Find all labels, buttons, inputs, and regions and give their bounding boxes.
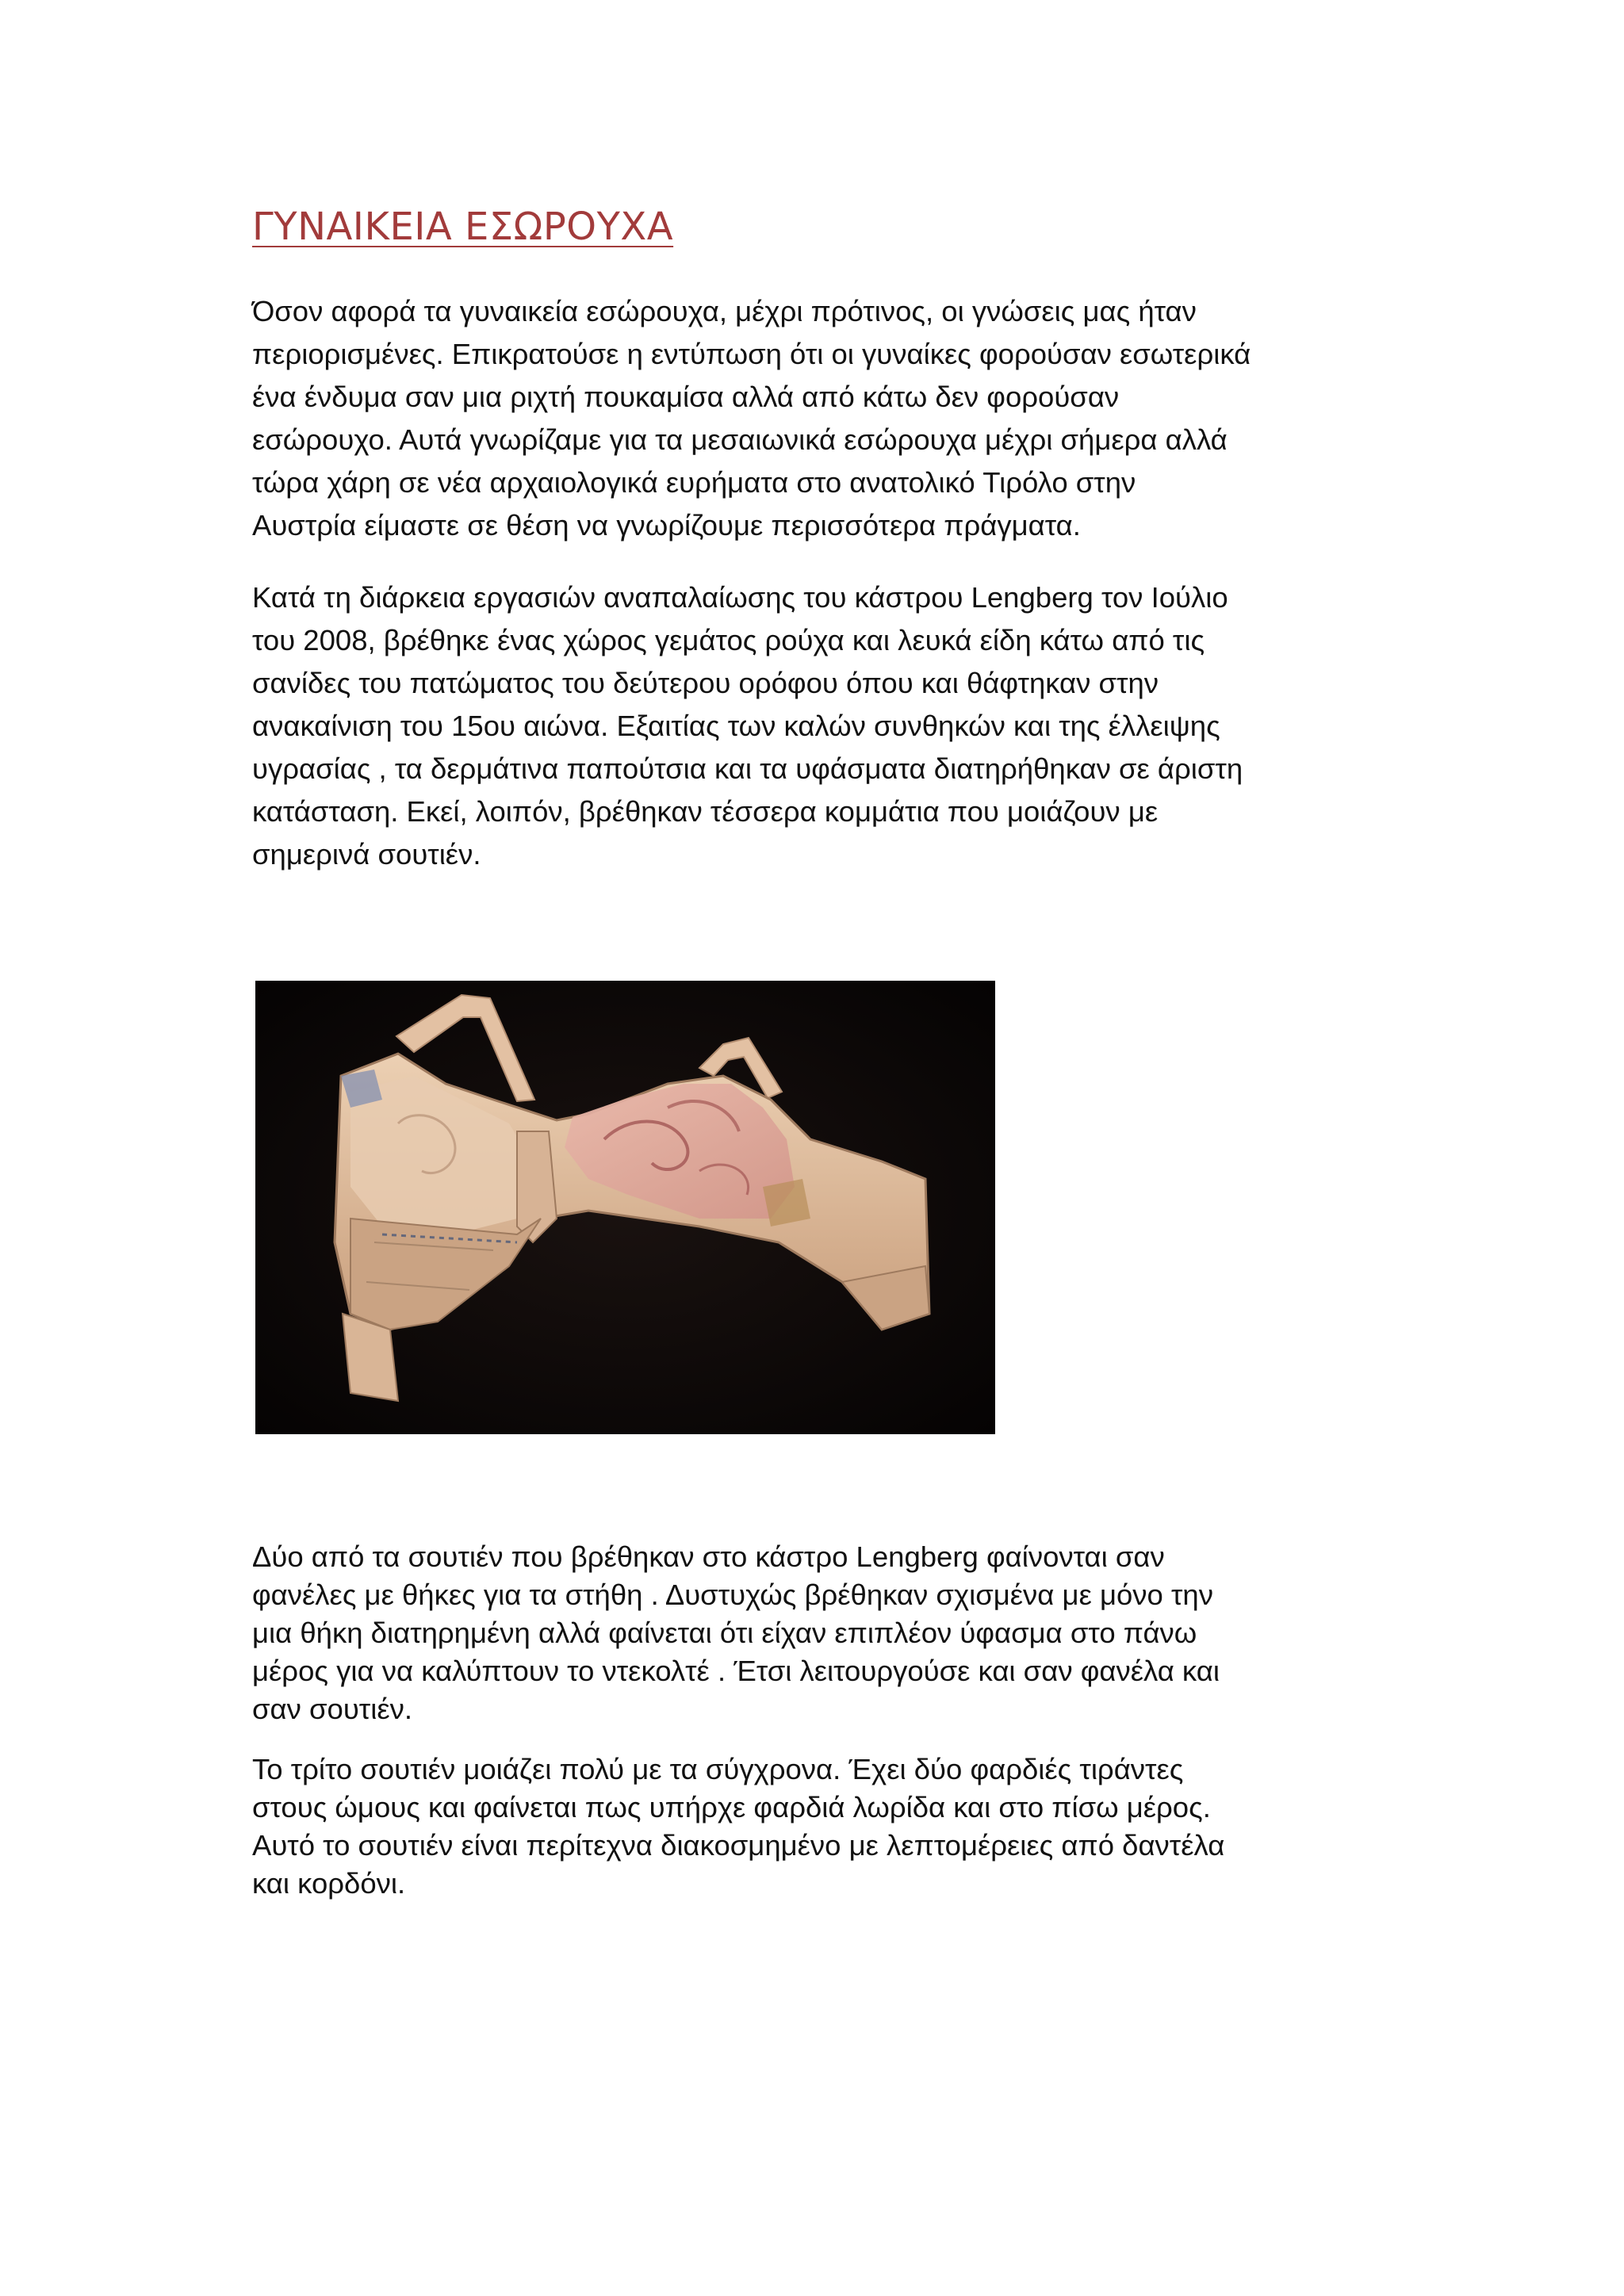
paragraph-third-bra: Το τρίτο σουτιέν μοιάζει πολύ με τα σύγχρονα. Έχει δύο φαρδιές τιράντες στους ώμους και φαίνεται πως υπήρχε φαρδιά λωρίδα και στο πίσω μέρος. Αυτό το σουτιέν είναι περίτεχνα διακοσμημένο με λεπτομέρειες από δαντέλα και κορδόνι. — [252, 1753, 1225, 1900]
linen-bra-illustration — [255, 981, 995, 1434]
page-title: ΓΥΝΑΙΚΕΙΑ ΕΣΩΡΟΥΧΑ — [252, 205, 674, 249]
paragraph-two-bras: Δύο από τα σουτιέν που βρέθηκαν στο κάστρο Lengberg φαίνονται σαν φανέλες με θήκες για τα στήθη . Δυστυχώς βρέθηκαν σχισμένα με μόνο την μια θήκη διατηρημένη αλλά φαίνεται ότι είχαν επιπλέον ύφασμα στο πάνω μέρος για να καλύπτουν το ντεκολτέ . Έτσι λειτουργούσε και σαν φανέλα και σαν σουτιέν. — [252, 1540, 1220, 1725]
paragraph-discovery: Κατά τη διάρκεια εργασιών αναπαλαίωσης του κάστρου Lengberg τον Ιούλιο του 2008, βρέθηκε ένας χώρος γεμάτος ρούχα και λευκά είδη κάτω από τις σανίδες του πατώματος του δεύτερου ορόφου όπου και θάφτηκαν στην ανακαίνιση του 15ου αιώνα. Εξαιτίας των καλών συνθηκών και της έλλειψης υγρασίας , τα δερμάτινα παπούτσια και τα υφάσματα διατηρήθηκαν σε άριστη κατάσταση. Εκεί, λοιπόν, βρέθηκαν τέσσερα κομμάτια που μοιάζουν με σημερινά σουτιέν. — [252, 581, 1243, 871]
linen-bra-photo — [255, 981, 995, 1434]
paragraph-intro: Όσον αφορά τα γυναικεία εσώρουχα, μέχρι πρότινος, οι γνώσεις μας ήταν περιορισμένες. Επικρατούσε η εντύπωση ότι οι γυναίκες φορούσαν εσωτερικά ένα ένδυμα σαν μια ριχτή πουκαμίσα αλλά από κάτω δεν φορούσαν εσώρουχο. Αυτά γνωρίζαμε για τα μεσαιωνικά εσώρουχα μέχρι σήμερα αλλά τώρα χάρη σε νέα αρχαιολογικά ευρήματα στο ανατολικό Τιρόλο στην Αυστρία είμαστε σε θέση να γνωρίζουμε περισσότερα πράγματα. — [252, 295, 1251, 541]
